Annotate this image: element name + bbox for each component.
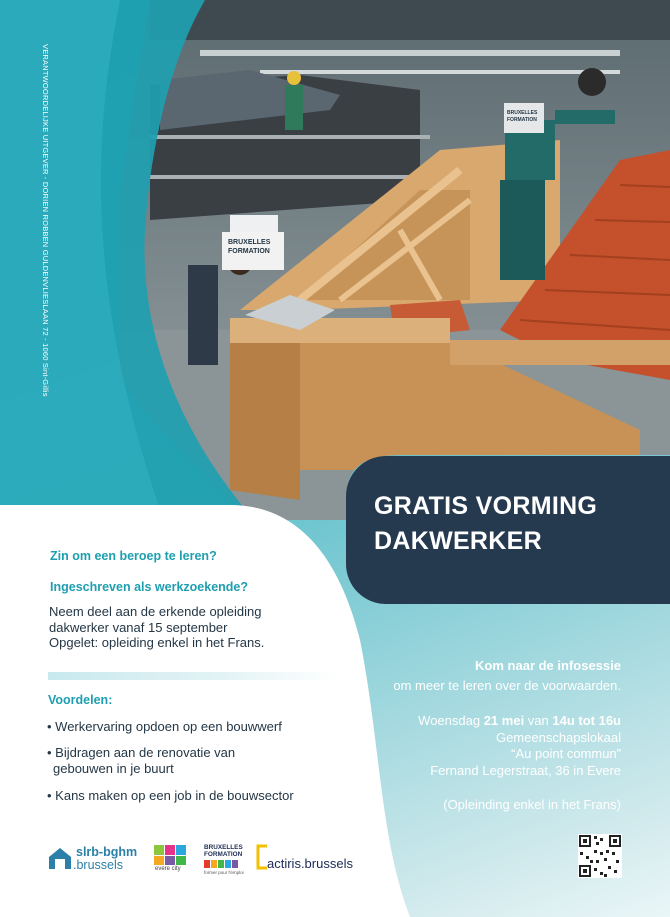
actiris-name: actiris.brussels (267, 856, 353, 871)
evere-mosaic-icon (154, 845, 186, 865)
slrb-domain: .brussels (73, 858, 124, 872)
date-prefix: Woensdag (418, 713, 484, 728)
question-job-seeker: Ingeschreven als werkzoekende? (50, 580, 249, 594)
actiris-logo (255, 844, 375, 874)
photo-sign-2-line-2: FORMATION (507, 117, 537, 123)
date-day: 21 mei (483, 713, 525, 728)
slrb-logo (47, 845, 142, 875)
benefit-item-continued: gebouwen in je buurt (53, 761, 174, 776)
bruxelles-formation-logo (204, 844, 246, 878)
venue-line-1: Gemeenschapslokaal (495, 730, 621, 745)
question-learn-profession: Zin om een beroep te leren? (50, 549, 217, 563)
date-time: 14u tot 16u (552, 713, 621, 728)
evere-logo (154, 845, 188, 875)
intro-line-2: dakwerker vanaf 15 september (49, 620, 228, 635)
info-session-heading: Kom naar de infosessie (475, 658, 621, 673)
info-session-subline: om meer te leren over de voorwaarden. (393, 678, 621, 693)
venue-line-2: “Au point commun” (511, 746, 621, 761)
title-line-2: DAKWERKER (374, 527, 542, 555)
benefit-item: • Kans maken op een job in de bouwsector (47, 788, 294, 803)
photo-sign-1-line-2: FORMATION (228, 248, 270, 255)
language-note: (Opleinding enkel in het Frans) (443, 797, 621, 812)
intro-line-1: Neem deel aan de erkende opleiding (49, 604, 262, 619)
info-session-date (418, 713, 621, 728)
publisher-credit: VERANTWOORDELIJKE UITGEVER - DORIEN ROBBEN GULDENVLIESLAAN 72 - 1060 Sint-Gillis (41, 44, 50, 397)
title-line-1: GRATIS VORMING (374, 492, 598, 520)
photo-sign-2-line-1: BRUXELLES (507, 110, 538, 116)
evere-name: evere city (155, 866, 181, 872)
slrb-name: slrb-bghm (76, 845, 138, 859)
bf-stripes-icon (204, 860, 244, 868)
benefits-title: Voordelen: (48, 693, 113, 707)
bf-line-1: BRUXELLES (204, 844, 243, 851)
photo-sign-1-line-1: BRUXELLES (228, 239, 271, 246)
divider-bar (48, 672, 338, 680)
benefit-item: • Werkervaring opdoen op een bouwwerf (47, 719, 282, 734)
slrb-house-icon (47, 845, 73, 871)
qr-code-icon[interactable] (578, 834, 622, 878)
intro-line-3: Opgelet: opleiding enkel in het Frans. (49, 635, 265, 650)
bf-tagline: former pour l'emploi (204, 870, 244, 875)
benefit-item: • Bijdragen aan de renovatie van (47, 745, 236, 760)
date-mid: van (524, 713, 553, 728)
bf-line-2: FORMATION (204, 851, 243, 858)
venue-address: Fernand Legerstraat, 36 in Evere (430, 763, 621, 778)
